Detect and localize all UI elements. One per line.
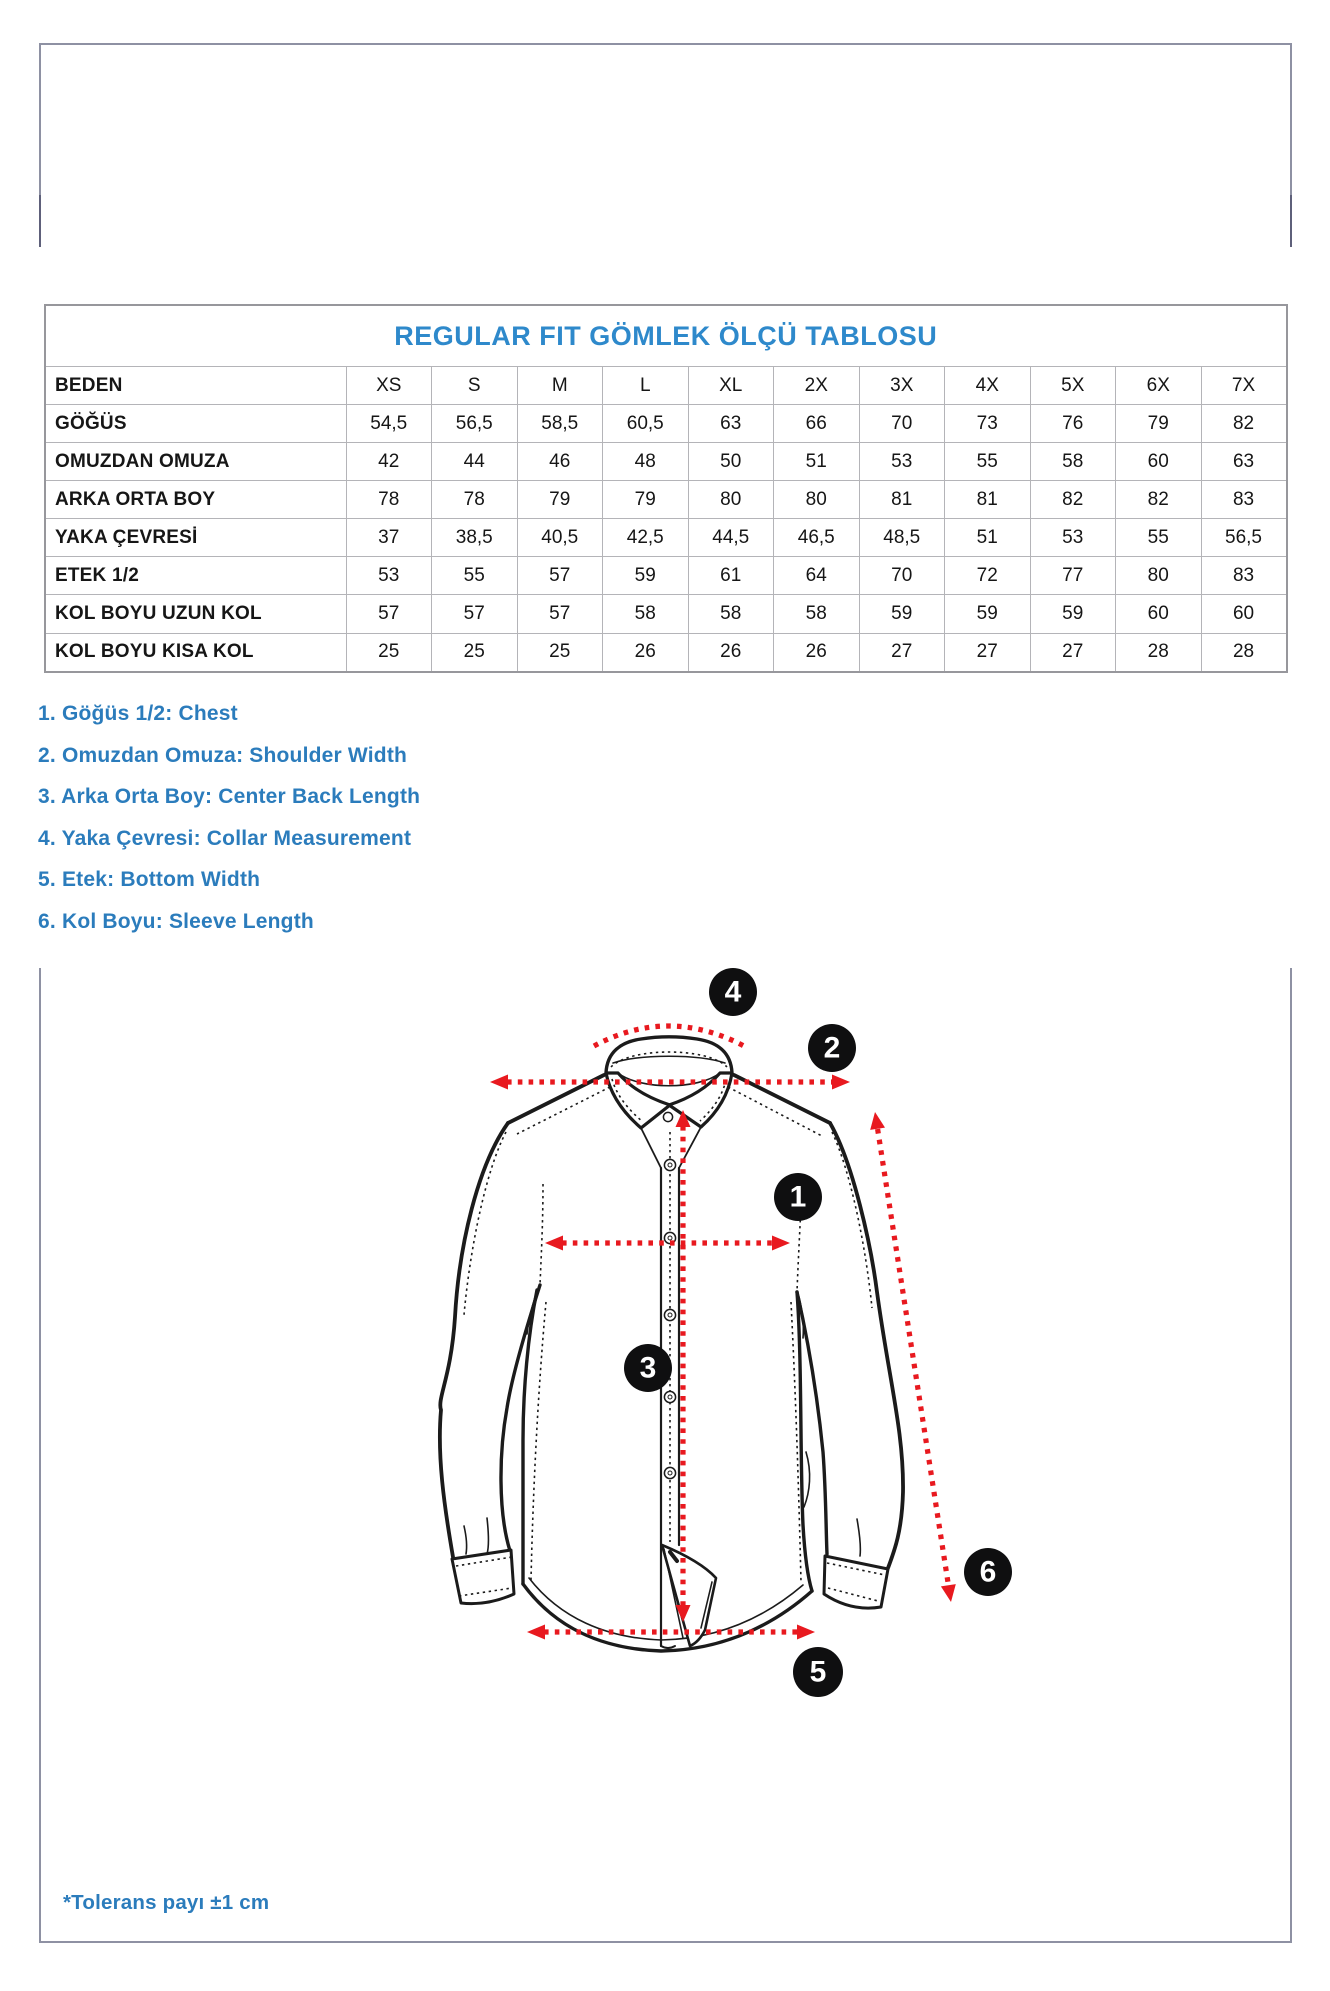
size-value-cell: 78 — [432, 481, 518, 519]
size-value-cell: 81 — [945, 481, 1031, 519]
size-value-cell: 64 — [774, 557, 860, 595]
size-value-cell: 58 — [1030, 443, 1116, 481]
size-header: 2X — [774, 367, 860, 405]
size-value-cell: 50 — [688, 443, 774, 481]
size-value-cell: 61 — [688, 557, 774, 595]
tolerance-footnote: *Tolerans payı ±1 cm — [63, 1891, 270, 1914]
size-value-cell: 60 — [1116, 443, 1202, 481]
size-value-cell: 57 — [346, 595, 432, 633]
size-value-cell: 83 — [1201, 481, 1287, 519]
size-value-cell: 40,5 — [517, 519, 603, 557]
size-value-cell: 27 — [1030, 633, 1116, 672]
size-header: 6X — [1116, 367, 1202, 405]
size-value-cell: 25 — [346, 633, 432, 672]
header-beden: BEDEN — [45, 367, 346, 405]
size-value-cell: 70 — [859, 557, 945, 595]
size-value-cell: 58 — [603, 595, 689, 633]
size-value-cell: 77 — [1030, 557, 1116, 595]
size-value-cell: 46 — [517, 443, 603, 481]
size-value-cell: 63 — [688, 405, 774, 443]
size-value-cell: 48,5 — [859, 519, 945, 557]
size-header: XS — [346, 367, 432, 405]
size-value-cell: 28 — [1201, 633, 1287, 672]
size-value-cell: 63 — [1201, 443, 1287, 481]
badge-1: 1 — [789, 1180, 807, 1214]
size-value-cell: 57 — [517, 595, 603, 633]
row-label: OMUZDAN OMUZA — [45, 443, 346, 481]
size-value-cell: 51 — [774, 443, 860, 481]
size-value-cell: 53 — [859, 443, 945, 481]
size-value-cell: 59 — [603, 557, 689, 595]
size-value-cell: 58 — [774, 595, 860, 633]
legend-item-5: 5. Etek: Bottom Width — [38, 868, 261, 891]
row-label: ETEK 1/2 — [45, 557, 346, 595]
size-value-cell: 80 — [688, 481, 774, 519]
row-label: ARKA ORTA BOY — [45, 481, 346, 519]
size-value-cell: 82 — [1201, 405, 1287, 443]
size-value-cell: 80 — [774, 481, 860, 519]
size-value-cell: 26 — [688, 633, 774, 672]
size-value-cell: 79 — [1116, 405, 1202, 443]
size-value-cell: 55 — [432, 557, 518, 595]
size-value-cell: 83 — [1201, 557, 1287, 595]
row-label: YAKA ÇEVRESİ — [45, 519, 346, 557]
size-value-cell: 79 — [517, 481, 603, 519]
size-value-cell: 76 — [1030, 405, 1116, 443]
size-value-cell: 53 — [1030, 519, 1116, 557]
size-value-cell: 70 — [859, 405, 945, 443]
size-value-cell: 26 — [603, 633, 689, 672]
size-value-cell: 28 — [1116, 633, 1202, 672]
size-value-cell: 44,5 — [688, 519, 774, 557]
size-value-cell: 59 — [859, 595, 945, 633]
size-value-cell: 81 — [859, 481, 945, 519]
size-value-cell: 25 — [432, 633, 518, 672]
size-header: S — [432, 367, 518, 405]
size-value-cell: 42 — [346, 443, 432, 481]
badge-3: 3 — [639, 1351, 657, 1385]
size-value-cell: 27 — [859, 633, 945, 672]
size-value-cell: 46,5 — [774, 519, 860, 557]
badge-4: 4 — [724, 975, 742, 1009]
size-value-cell: 82 — [1030, 481, 1116, 519]
row-label: KOL BOYU UZUN KOL — [45, 595, 346, 633]
size-value-cell: 82 — [1116, 481, 1202, 519]
size-value-cell: 44 — [432, 443, 518, 481]
size-value-cell: 78 — [346, 481, 432, 519]
row-label: GÖĞÜS — [45, 405, 346, 443]
size-value-cell: 56,5 — [432, 405, 518, 443]
size-header: L — [603, 367, 689, 405]
size-value-cell: 60 — [1116, 595, 1202, 633]
size-value-cell: 58 — [688, 595, 774, 633]
size-value-cell: 56,5 — [1201, 519, 1287, 557]
size-value-cell: 55 — [1116, 519, 1202, 557]
row-label: KOL BOYU KISA KOL — [45, 633, 346, 672]
badge-6: 6 — [979, 1555, 997, 1589]
size-value-cell: 72 — [945, 557, 1031, 595]
legend-item-3: 3. Arka Orta Boy: Center Back Length — [38, 785, 421, 808]
size-value-cell: 27 — [945, 633, 1031, 672]
legend-item-1: 1. Göğüs 1/2: Chest — [38, 702, 238, 725]
shirt-stitching — [456, 1052, 885, 1601]
size-value-cell: 55 — [945, 443, 1031, 481]
size-value-cell: 48 — [603, 443, 689, 481]
size-header: M — [517, 367, 603, 405]
size-value-cell: 25 — [517, 633, 603, 672]
legend-item-4: 4. Yaka Çevresi: Collar Measurement — [38, 826, 412, 850]
size-value-cell: 54,5 — [346, 405, 432, 443]
size-value-cell: 26 — [774, 633, 860, 672]
size-value-cell: 37 — [346, 519, 432, 557]
size-value-cell: 66 — [774, 405, 860, 443]
size-value-cell: 59 — [1030, 595, 1116, 633]
size-value-cell: 73 — [945, 405, 1031, 443]
size-value-cell: 38,5 — [432, 519, 518, 557]
size-header: 3X — [859, 367, 945, 405]
size-value-cell: 51 — [945, 519, 1031, 557]
size-value-cell: 59 — [945, 595, 1031, 633]
badge-2: 2 — [823, 1031, 841, 1065]
size-header: 5X — [1030, 367, 1116, 405]
table-title: REGULAR FIT GÖMLEK ÖLÇÜ TABLOSU — [45, 305, 1287, 367]
size-value-cell: 58,5 — [517, 405, 603, 443]
size-value-cell: 60 — [1201, 595, 1287, 633]
size-value-cell: 79 — [603, 481, 689, 519]
badge-5: 5 — [809, 1655, 827, 1689]
size-header: 7X — [1201, 367, 1287, 405]
size-value-cell: 57 — [432, 595, 518, 633]
shirt-outline — [440, 1037, 903, 1651]
size-value-cell: 57 — [517, 557, 603, 595]
legend-item-6: 6. Kol Boyu: Sleeve Length — [38, 909, 314, 933]
size-header: XL — [688, 367, 774, 405]
size-value-cell: 42,5 — [603, 519, 689, 557]
size-value-cell: 60,5 — [603, 405, 689, 443]
size-header: 4X — [945, 367, 1031, 405]
legend-item-2: 2. Omuzdan Omuza: Shoulder Width — [38, 743, 408, 767]
size-value-cell: 80 — [1116, 557, 1202, 595]
size-value-cell: 53 — [346, 557, 432, 595]
